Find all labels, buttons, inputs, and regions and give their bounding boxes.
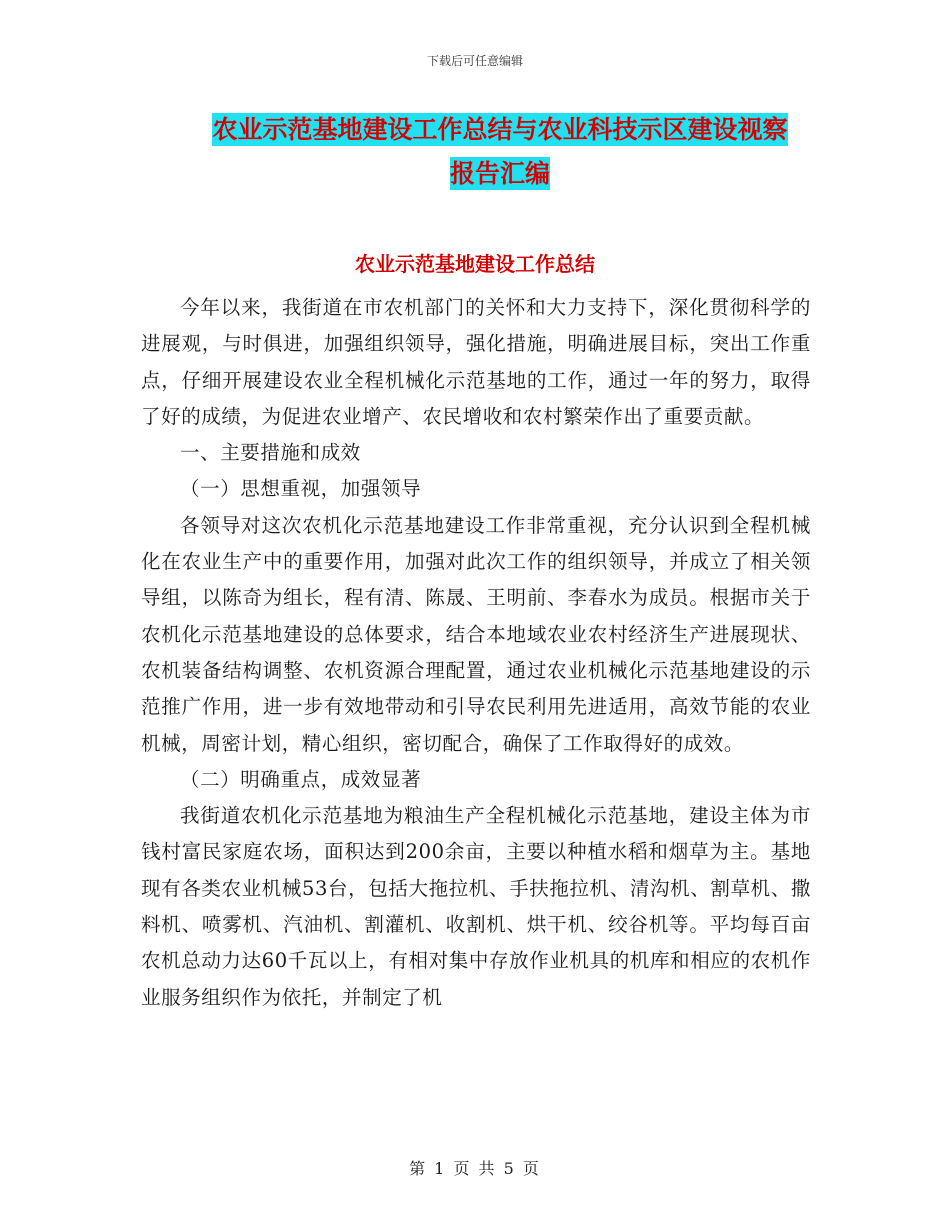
subheading-key-points: （二）明确重点，成效显著 [180, 767, 422, 791]
document-title [140, 108, 860, 196]
paragraph-leadership: 各领导对这次农机化示范基地建设工作非常重视，充分认识到全程机械化在农业生产中的重要作用，加强对此次工作的组织领导，并成立了相关领导组，以陈奇为组长，程有清、陈晟、王明前、李春水为成员。根据市关于农机化示范基地建设的总体要求，结合本地域农业农村经济生产进展现状、农机装备结构调整、农机资源合理配置，通过农业机械化示范基地建设的示范推广作用，进一步有效地带动和引导农民利用先进适用，高效节能的农业机械，周密计划，精心组织，密切配合，确保了工作取得好的成效。 [141, 513, 811, 755]
page-number: 第 1 页 共 5 页 [409, 1159, 541, 1178]
paragraph-intro: 今年以来，我街道在市农机部门的关怀和大力支持下，深化贯彻科学的进展观，与时俱进，加强组织领导，强化措施，明确进展目标，突出工作重点，仔细开展建设农业全程机械化示范基地的工作，通过一年的努力，取得了好的成绩，为促进农业增产、农民增收和农村繁荣作出了重要贡献。 [141, 296, 811, 428]
section-title: 农业示范基地建设工作总结 [355, 252, 595, 276]
document-title-line-2: 报告汇编 [449, 159, 550, 188]
document-body [141, 290, 811, 1016]
document-title-line-1: 农业示范基地建设工作总结与农业科技示区建设视察 [212, 115, 788, 144]
paragraph-base-details: 我街道农机化示范基地为粮油生产全程机械化示范基地，建设主体为市钱村富民家庭农场，面积达到200余亩，主要以种植水稻和烟草为主。基地现有各类农业机械53台，包括大拖拉机、手扶拖拉机、清沟机、割草机、撒料机、喷雾机、汽油机、割灌机、收割机、烘干机、绞谷机等。平均每百亩农机总动力达60千瓦以上，有相对集中存放作业机具的机库和相应的农机作业服务组织作为依托，并制定了机 [141, 804, 811, 1009]
page-header-note: 下载后可任意编辑 [426, 54, 523, 68]
heading-main-measures: 一、主要措施和成效 [180, 441, 361, 465]
subheading-leadership: （一）思想重视，加强领导 [180, 477, 422, 501]
